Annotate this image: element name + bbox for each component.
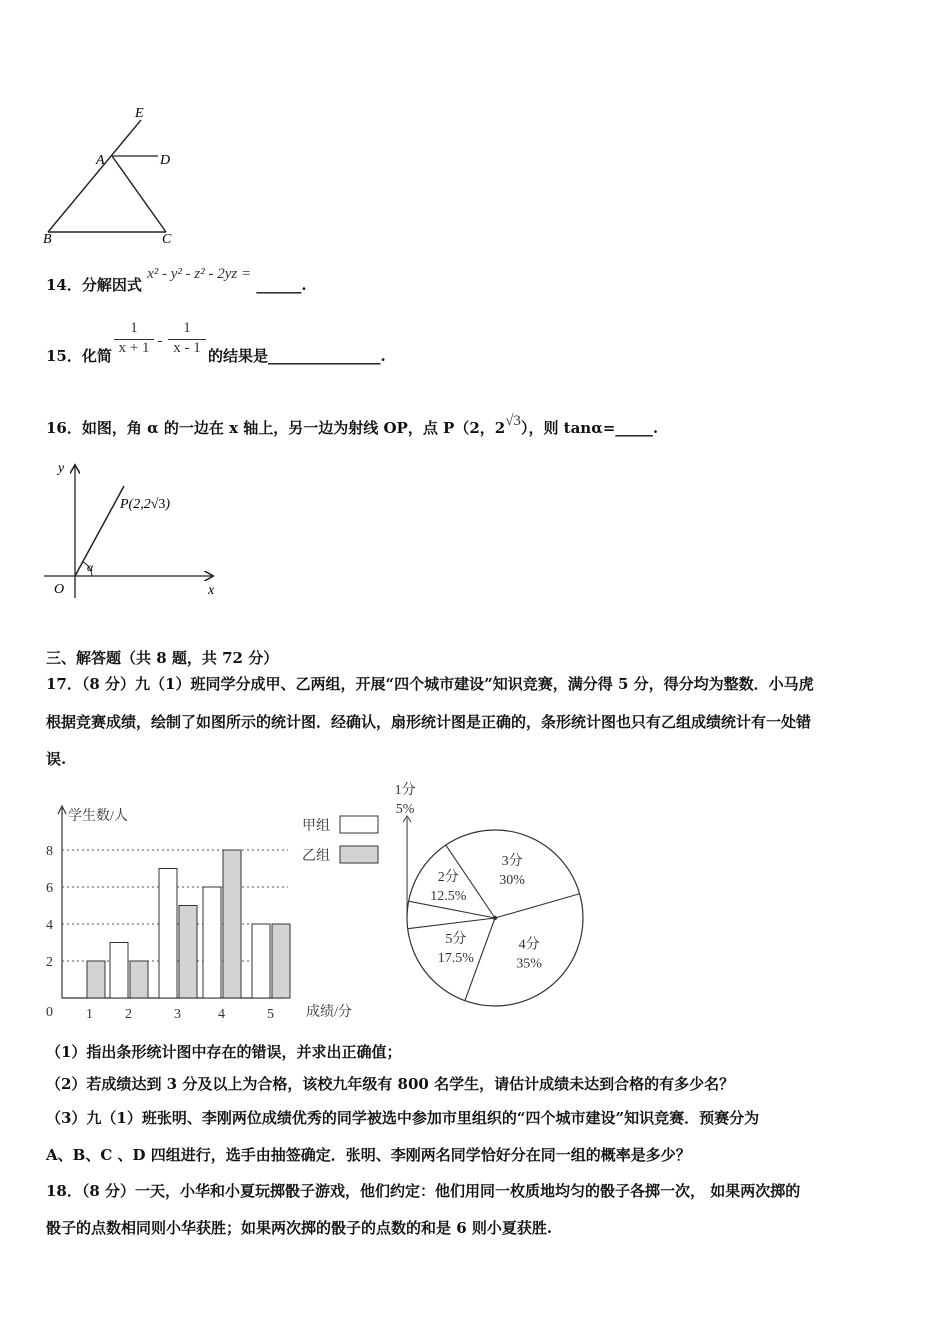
point-P-label — [119, 497, 170, 512]
x-tick-label: 1 — [86, 1007, 93, 1022]
point-P-text: P(2,2 — [120, 497, 151, 512]
bar-chart — [40, 800, 390, 1028]
bar-jia-3 — [159, 869, 177, 999]
q17-line-2: 根据竞赛成绩，绘制了如图所示的统计图．经确认，扇形统计图是正确的，条形统计图也只有乙组成绩统计有一处错 — [46, 713, 812, 731]
pie-percent-label: 17.5% — [437, 951, 474, 967]
x-tick-label: 4 — [218, 1007, 225, 1022]
q15-frac1-denominator: x + 1 — [114, 339, 154, 357]
q17-sub-2: （2）若成绩达到 3 分及以上为合格，该校九年级有 800 名学生，请估计成绩未达到合格的有多少名？ — [46, 1075, 735, 1093]
pie-label: 3分 — [501, 854, 523, 870]
q15-text-before: 化简 — [81, 347, 112, 365]
q15-end: . — [380, 347, 386, 365]
q17-sub-3a: （3）九（1）班张明、李刚两位成绩优秀的同学被选中参加市里组织的“四个城市建设”知识竞赛．预赛分为 — [46, 1109, 760, 1127]
y-tick-label: 8 — [46, 844, 53, 859]
pie-percent-label: 12.5% — [430, 889, 467, 905]
bar-jia-5 — [252, 924, 270, 998]
pie-percent-label: 5% — [395, 802, 415, 817]
question-15 — [46, 345, 112, 366]
y-axis-title: 学生数/人 — [68, 809, 128, 824]
point-P-close: ) — [165, 497, 171, 512]
x-tick-label: 2 — [125, 1007, 132, 1022]
q14-number: 14． — [46, 276, 82, 294]
q14-expression: x² - y² - z² - 2yz = — [147, 266, 252, 282]
x-tick-label: 3 — [174, 1007, 181, 1022]
question-16 — [46, 413, 659, 438]
y-tick-label: 2 — [46, 955, 53, 970]
point-P-sqrt: √3 — [150, 497, 166, 512]
question-14 — [46, 266, 307, 295]
q17-sub-1: （1）指出条形统计图中存在的错误，并求出正确值； — [46, 1043, 402, 1061]
q15-text-after: 的结果是 — [208, 347, 269, 365]
legend-swatch — [340, 846, 378, 863]
label-A: A — [96, 153, 105, 168]
q15-frac1-numerator: 1 — [130, 320, 138, 336]
bar-yi-3 — [179, 906, 197, 999]
bar-yi-1 — [87, 961, 105, 998]
q14-text: 分解因式 — [81, 276, 142, 294]
q16-text-before: 如图，角 α 的一边在 x 轴上，另一边为射线 OP，点 P（2，2 — [81, 419, 506, 437]
label-C: C — [162, 232, 172, 247]
q15-frac2-numerator: 1 — [183, 320, 191, 336]
origin-label: 0 — [46, 1005, 53, 1020]
q16-number: 16． — [46, 419, 82, 437]
y-tick-label: 6 — [46, 881, 53, 896]
section-3-title: 三、解答题（共 8 题，共 72 分） — [46, 649, 279, 667]
q15-tail — [208, 345, 386, 366]
label-E: E — [135, 106, 144, 121]
pie-center — [493, 916, 497, 920]
bar-jia-4 — [203, 887, 221, 998]
q14-blank: ______ — [256, 276, 302, 294]
label-D: D — [160, 153, 171, 168]
q17-line-3: 误. — [46, 750, 67, 768]
origin-label: O — [54, 582, 65, 597]
q18-line-1: 18．（8 分）一天，小华和小夏玩掷骰子游戏，他们约定：他们用同一枚质地均匀的骰子各掷一次， 如果两次掷的 — [46, 1182, 801, 1200]
x-axis-title: 成绩/分 — [306, 1005, 352, 1020]
bar-yi-2 — [130, 961, 148, 998]
q16-text-after: ），则 tanα= — [520, 419, 616, 437]
q15-number: 15． — [46, 347, 82, 365]
label-B: B — [43, 232, 52, 247]
legend-label: 乙组 — [302, 849, 330, 864]
legend-label: 甲组 — [302, 819, 330, 834]
q16-end: . — [652, 419, 659, 437]
q15-blank: _______________ — [268, 347, 381, 365]
triangle-figure — [40, 100, 190, 245]
pie-label: 5分 — [445, 932, 467, 948]
q17-sub-3b: A、B、C 、D 四组进行，选手由抽签确定．张明、李刚两名同学恰好分在同一组的概率是多少？ — [46, 1146, 691, 1164]
axis-x-label: x — [208, 583, 215, 598]
legend-swatch — [340, 816, 378, 833]
q15-fraction-2 — [168, 320, 206, 357]
pie-label: 1分 — [394, 783, 416, 798]
q17-line-1: 17．（8 分）九（1）班同学分成甲、乙两组，开展“四个城市建设”知识竞赛，满分得 5 分，得分均为整数．小马虎 — [46, 675, 814, 693]
pie-label: 2分 — [437, 870, 459, 886]
q18-line-2: 骰子的点数相同则小华获胜；如果两次掷的骰子的点数的和是 6 则小夏获胜. — [46, 1219, 553, 1237]
pie-percent-label: 30% — [499, 873, 525, 889]
axis-y-label: y — [58, 461, 65, 476]
bar-yi-4 — [223, 850, 241, 998]
pie-label: 4分 — [518, 937, 540, 953]
pie-chart — [394, 772, 590, 1020]
y-tick-label: 4 — [46, 918, 53, 933]
bar-yi-5 — [272, 924, 290, 998]
q15-minus: - — [157, 333, 163, 349]
bar-jia-2 — [110, 943, 128, 999]
q16-blank: _____ — [615, 419, 653, 437]
q16-sqrt3: √3 — [505, 413, 521, 429]
q15-fraction-1 — [114, 320, 154, 357]
q15-frac2-denominator: x - 1 — [168, 339, 206, 357]
q14-end: . — [301, 276, 307, 294]
coordinate-figure — [40, 458, 225, 600]
pie-percent-label: 35% — [516, 956, 542, 972]
alpha-label: α — [87, 560, 94, 574]
x-tick-label: 5 — [267, 1007, 274, 1022]
